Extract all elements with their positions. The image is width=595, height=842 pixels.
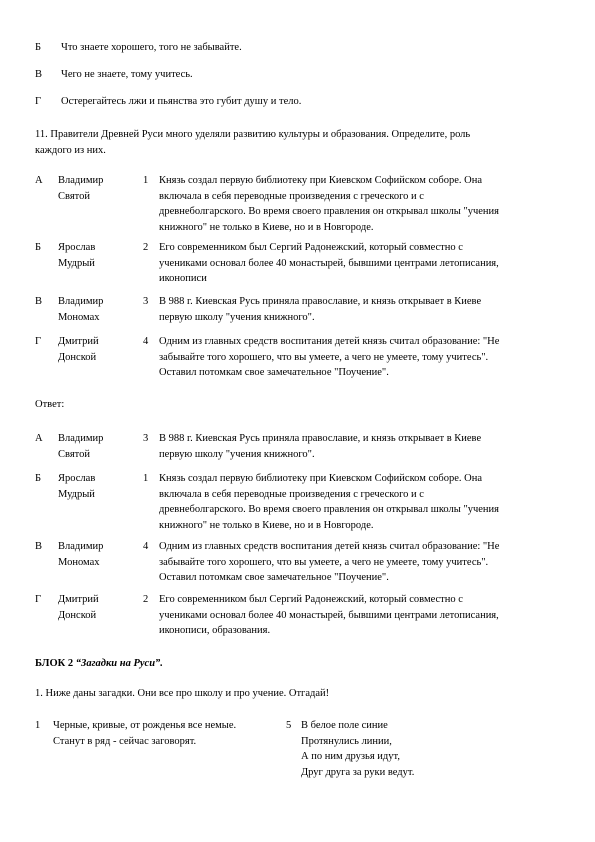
riddle-text [53, 718, 236, 749]
ruler-name-line: Владимир [58, 175, 104, 186]
question-11 [35, 127, 565, 158]
description-line: древнеболгарского. Во время своего правления он открывал школы "учения [159, 206, 499, 217]
option-text: Что знаете хорошего, того не забывайте. [61, 42, 242, 53]
description-line: забывайте того хорошего, что вы умеете, а чего не умеете, тому учитесь". [159, 556, 489, 568]
riddle-line: Черные, кривые, от рожденья все немые. [53, 720, 237, 731]
description-line: Одним из главных средств воспитания детей князь считал образование: "Не [159, 336, 500, 347]
description-line: включала в себя переводные произведения с греческого и с [159, 488, 424, 500]
row-description [159, 240, 559, 287]
riddle-number: 5 [286, 720, 292, 731]
row-letter: Г [35, 594, 42, 605]
description-line: Одним из главных средств воспитания детей князь считал образование: "Не [159, 541, 500, 552]
row-description [159, 539, 559, 586]
block-2-intro [35, 686, 565, 702]
block-2-title: “Загадки на Руси”. [75, 658, 163, 669]
description-line: В 988 г. Киевская Русь приняла православие, и князь открывает в Киеве [159, 433, 482, 444]
row-number: 2 [143, 594, 149, 605]
row-letter: А [35, 433, 43, 444]
row-letter: Г [35, 336, 42, 347]
ruler-name-line: Мудрый [58, 257, 95, 269]
ruler-name-line: Мудрый [58, 488, 95, 500]
ruler-name [58, 431, 103, 462]
description-line: забывайте того хорошего, что вы умеете, а чего не умеете, тому учитесь". [159, 351, 489, 363]
ruler-name [58, 294, 103, 325]
description-line: первую школу "учения книжного". [159, 311, 315, 323]
ruler-name-line: Ярослав [58, 473, 96, 484]
description-line: Его современником был Сергий Радонежский, который совместно с [159, 594, 463, 605]
row-number: 2 [143, 242, 149, 253]
description-line: Его современником был Сергий Радонежский, который совместно с [159, 242, 463, 253]
ruler-name [58, 173, 103, 204]
row-description [159, 334, 559, 381]
row-number: 4 [143, 541, 149, 552]
ruler-name [58, 539, 103, 570]
ruler-name-line: Донской [58, 351, 97, 363]
riddle-line: Станут в ряд - сейчас заговорят. [53, 735, 197, 747]
riddle-line: В белое поле синие [301, 720, 388, 731]
description-line: учениками основал более 40 монастырей, бывшими центрами летописания, [159, 257, 499, 269]
option-letter: Г [35, 96, 42, 107]
answer-label [35, 397, 565, 413]
riddle-line: Друг друга за руки ведут. [301, 766, 415, 778]
row-description [159, 173, 559, 235]
answer-label-text: Ответ: [35, 399, 65, 410]
block-2-heading-line [35, 656, 565, 672]
row-description [159, 592, 559, 639]
ruler-name-line: Владимир [58, 541, 104, 552]
row-description [159, 294, 559, 325]
ruler-name [58, 334, 99, 365]
riddle-line: А по ним друзья идут, [301, 751, 400, 762]
row-number: 3 [143, 433, 149, 444]
description-line: Князь создал первую библиотеку при Киевском Софийском соборе. Она [159, 175, 482, 186]
row-letter: Б [35, 242, 42, 253]
row-number: 4 [143, 336, 149, 347]
option-text: Чего не знаете, тому учитесь. [61, 69, 193, 80]
description-line: первую школу "учения книжного". [159, 448, 315, 460]
ruler-name-line: Мономах [58, 556, 100, 568]
row-letter: В [35, 541, 43, 552]
ruler-name-line: Дмитрий [58, 336, 99, 347]
ruler-name-line: Донской [58, 609, 97, 621]
option-text: Остерегайтесь лжи и пьянства это губит душу и тело. [61, 96, 302, 107]
description-line: учениками основал более 40 монастырей, бывшими центрами летописания, [159, 609, 499, 621]
description-line: иконописи, образования. [159, 625, 271, 636]
block-2-heading [35, 656, 565, 672]
ruler-name [58, 471, 95, 502]
ruler-name-line: Дмитрий [58, 594, 99, 605]
description-line: включала в себя переводные произведения с греческого и с [159, 190, 424, 202]
row-letter: В [35, 296, 43, 307]
description-line: Оставил потомкам свое замечательное "Поучение". [159, 572, 389, 583]
option-letter: Б [35, 42, 42, 53]
option-letter: В [35, 69, 43, 80]
description-line: древнеболгарского. Во время своего правления он открывал школы "учения [159, 504, 499, 515]
row-letter: А [35, 175, 43, 186]
row-number: 1 [143, 473, 149, 484]
description-line: книжного" не только в Киеве, но и в Новгороде. [159, 519, 374, 531]
description-line: иконописи [159, 273, 207, 284]
ruler-name [58, 592, 99, 623]
row-description [159, 431, 559, 462]
ruler-name-line: Святой [58, 448, 90, 460]
description-line: В 988 г. Киевская Русь приняла православие, и князь открывает в Киеве [159, 296, 482, 307]
ruler-name [58, 240, 95, 271]
ruler-name-line: Святой [58, 190, 90, 202]
block-2-intro-text: 1. Ниже даны загадки. Они все про школу и про учение. Отгадай! [35, 688, 330, 699]
riddle-text [301, 718, 414, 780]
riddle-line: Протянулись линии, [301, 735, 392, 747]
row-description [159, 471, 559, 533]
description-line: книжного" не только в Киеве, но и в Новгороде. [159, 221, 374, 233]
riddle-number: 1 [35, 720, 41, 731]
ruler-name-line: Мономах [58, 311, 100, 323]
row-number: 1 [143, 175, 149, 186]
description-line: Оставил потомкам свое замечательное "Поучение". [159, 367, 389, 378]
description-line: Князь создал первую библиотеку при Киевском Софийском соборе. Она [159, 473, 482, 484]
question-line: 11. Правители Древней Руси много уделяли развитию культуры и образования. Определите, роль [35, 129, 471, 140]
row-letter: Б [35, 473, 42, 484]
ruler-name-line: Владимир [58, 296, 104, 307]
row-number: 3 [143, 296, 149, 307]
question-line: каждого из них. [35, 144, 106, 156]
block-2-prefix: БЛОК 2 [35, 658, 76, 669]
ruler-name-line: Владимир [58, 433, 104, 444]
ruler-name-line: Ярослав [58, 242, 96, 253]
